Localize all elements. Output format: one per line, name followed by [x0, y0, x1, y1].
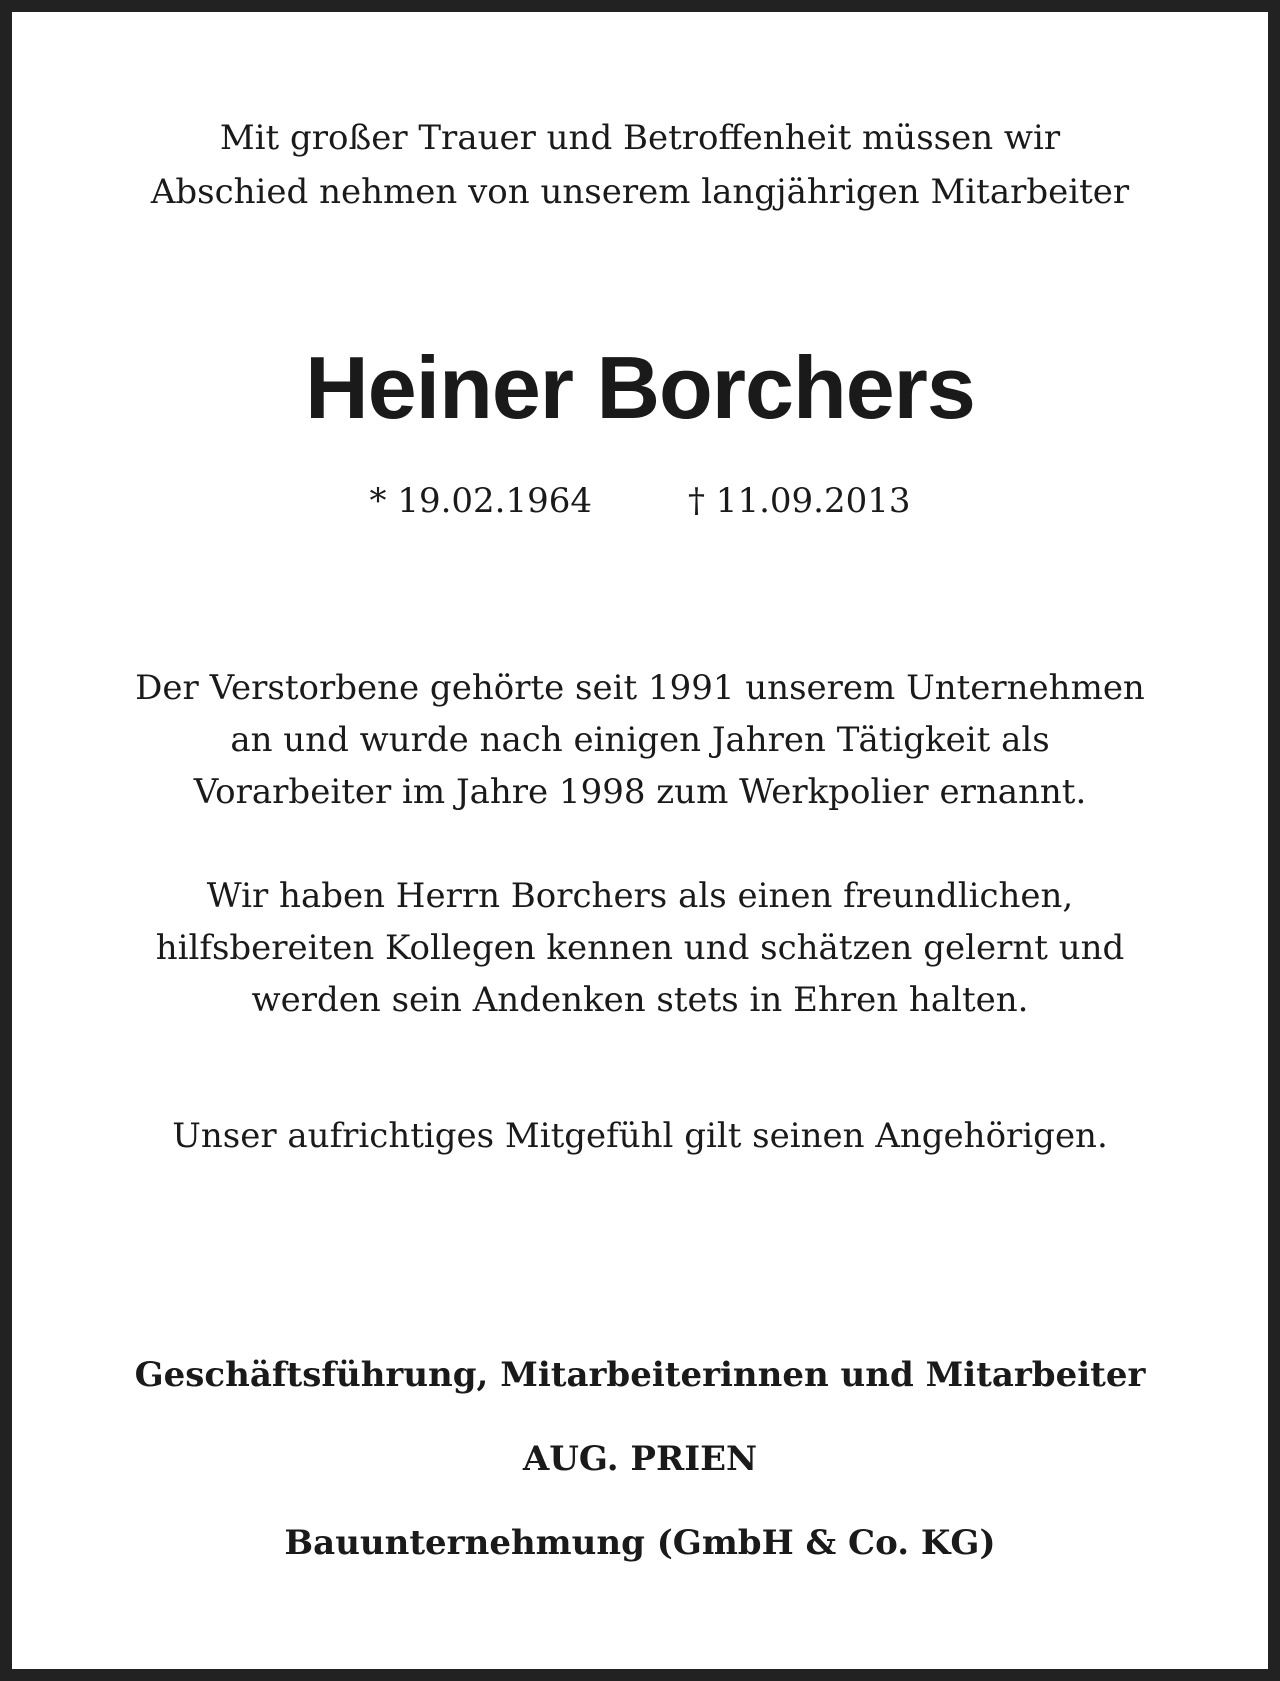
condolence-line: Unser aufrichtiges Mitgefühl gilt seinen Angehörigen. — [172, 1116, 1108, 1156]
intro-line-1: Mit großer Trauer und Betroffenheit müssen wir — [219, 118, 1061, 158]
life-dates — [12, 476, 1268, 526]
paragraph-1-line-2: an und wurde nach einigen Jahren Tätigkeit als — [230, 720, 1050, 760]
birth-date: * 19.02.1964 — [369, 481, 592, 521]
paragraph-2-line-1: Wir haben Herrn Borchers als einen freundlichen, — [206, 876, 1074, 916]
paragraph-2-line-2: hilfsbereiten Kollegen kennen und schätzen gelernt und — [155, 928, 1125, 968]
paragraph-1-line-3: Vorarbeiter im Jahre 1998 zum Werkpolier ernannt. — [193, 772, 1087, 812]
intro-line-2: Abschied nehmen von unserem langjährigen Mitarbeiter — [150, 172, 1130, 212]
paragraph-1-line-1: Der Verstorbene gehörte seit 1991 unserem Unternehmen — [135, 668, 1145, 708]
death-date: † 11.09.2013 — [688, 481, 911, 521]
signature-company-name: AUG. PRIEN — [522, 1439, 758, 1479]
deceased-name: Heiner Borchers — [305, 338, 975, 437]
signature-company-type: Bauunternehmung (GmbH & Co. KG) — [284, 1523, 996, 1563]
signature-staff: Geschäftsführung, Mitarbeiterinnen und Mitarbeiter — [134, 1355, 1146, 1395]
paragraph-2-line-3: werden sein Andenken stets in Ehren halten. — [251, 980, 1029, 1020]
